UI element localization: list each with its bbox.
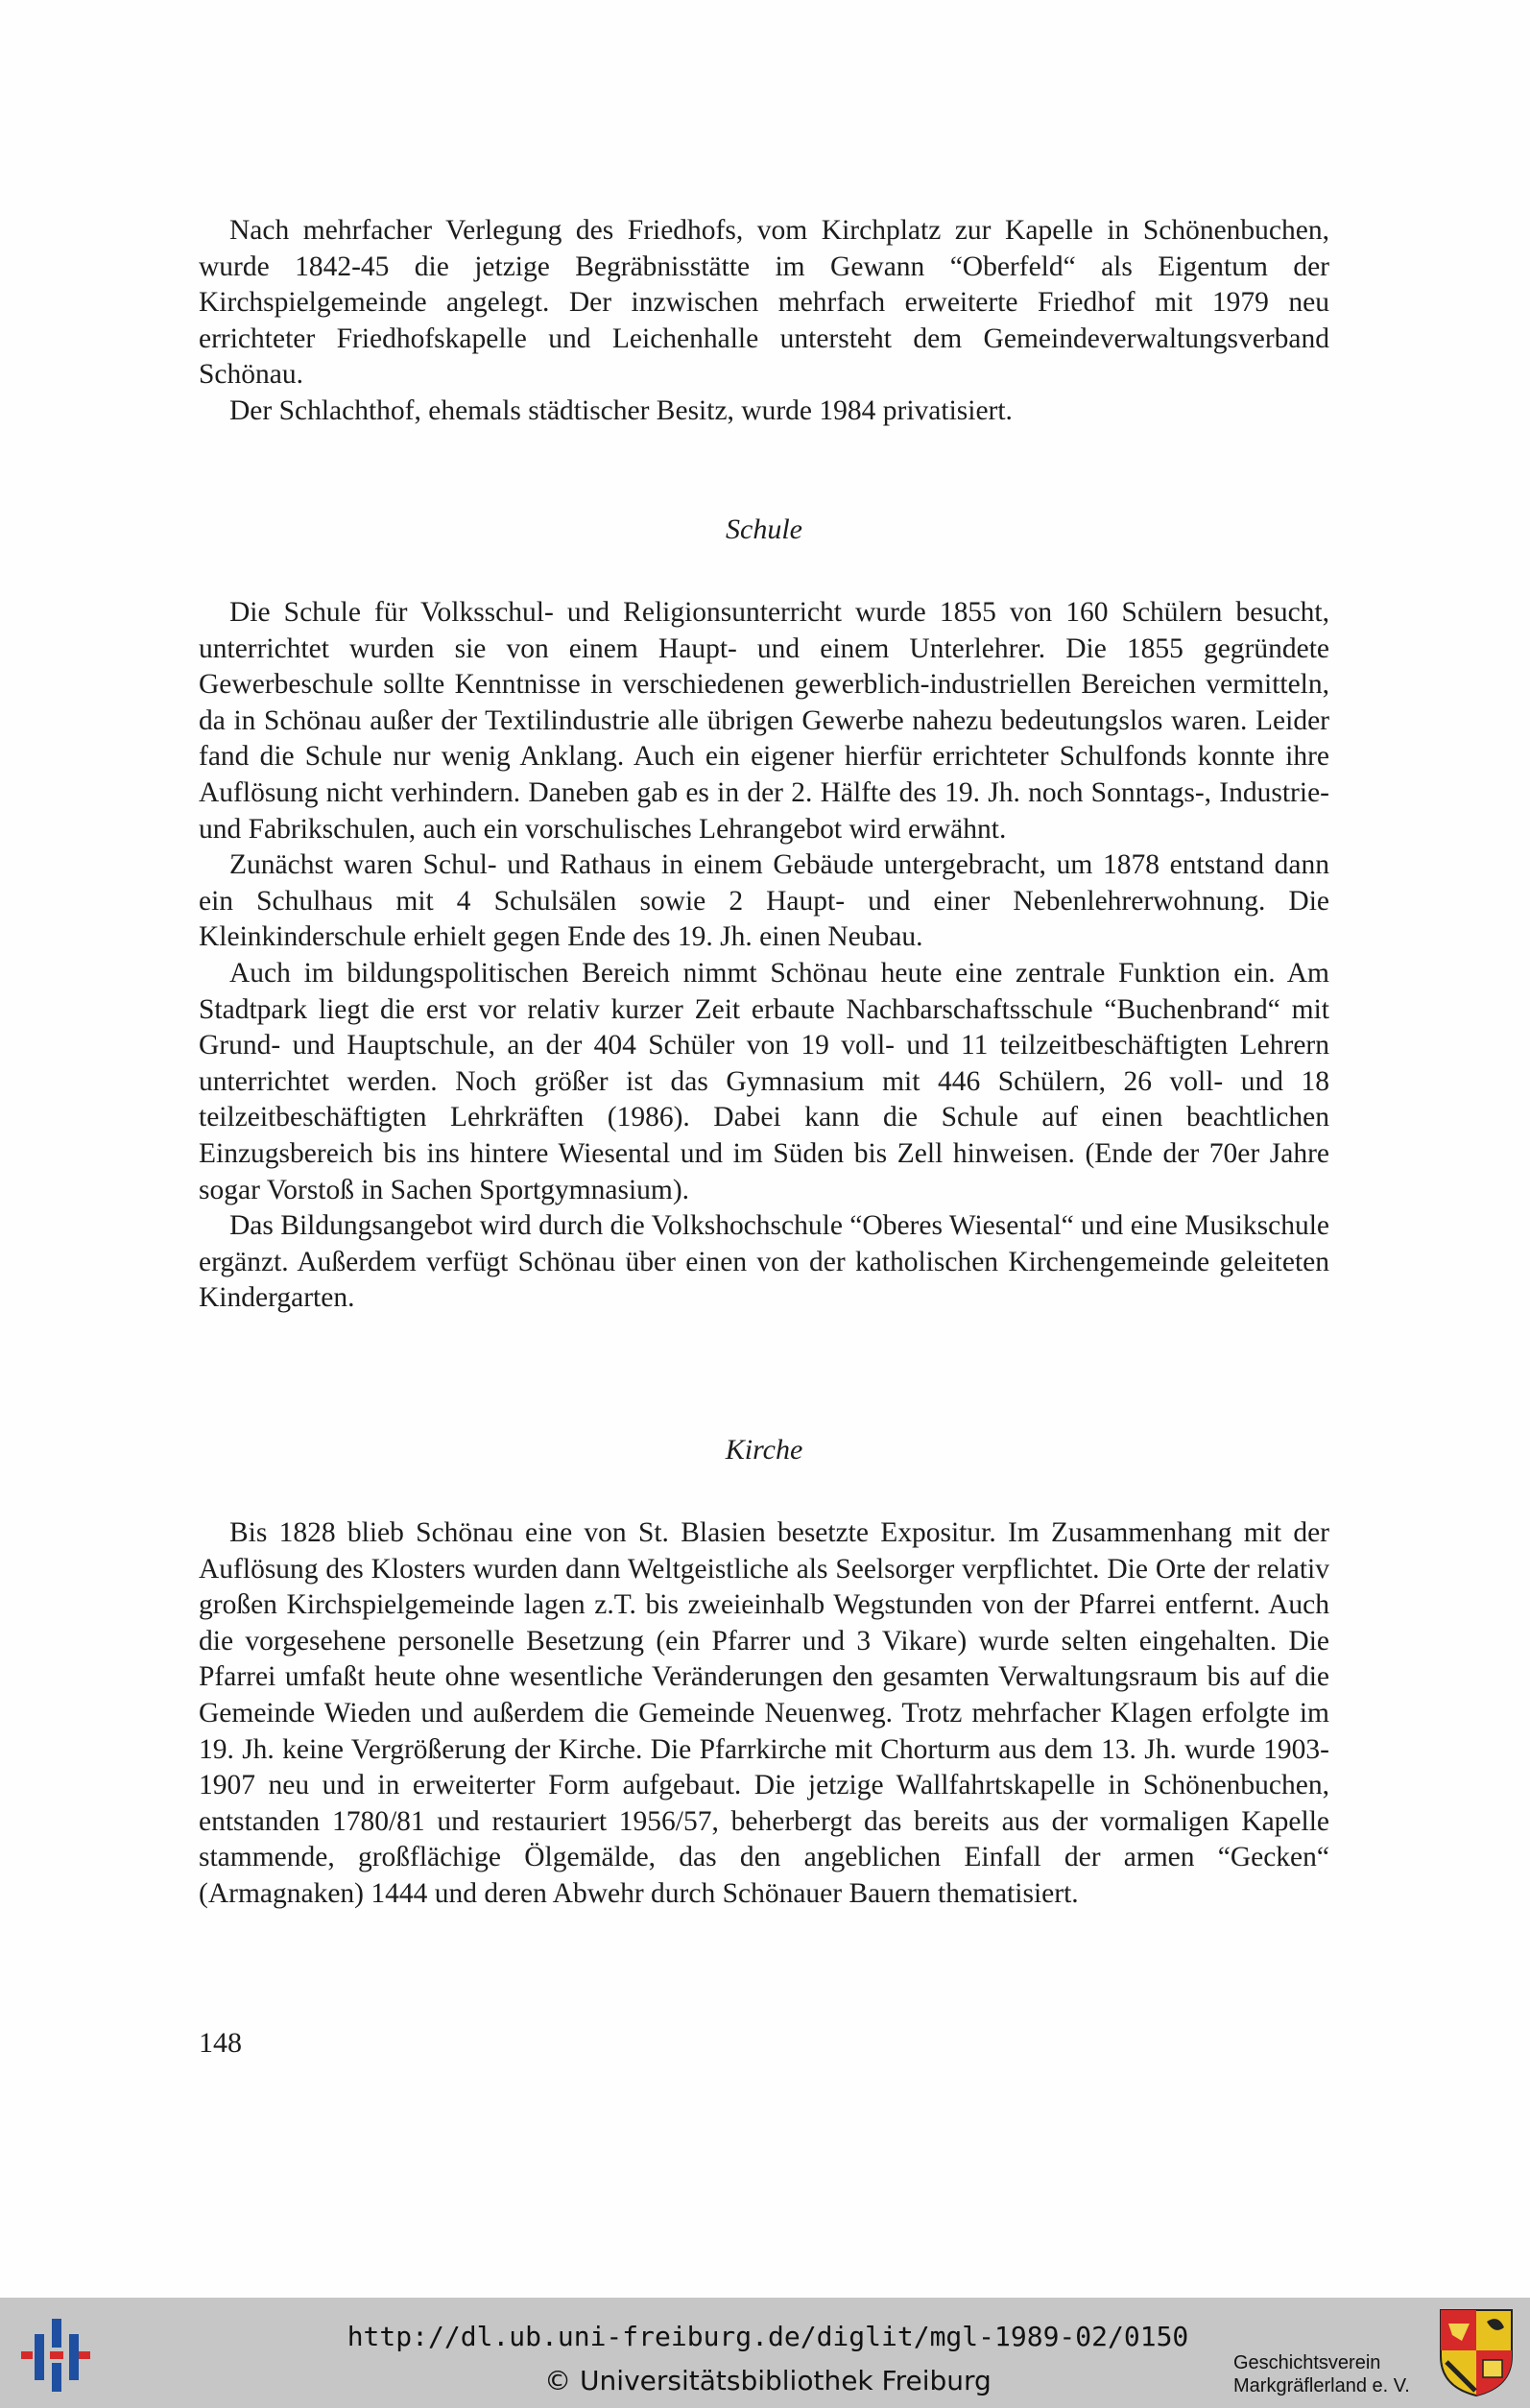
coat-of-arms-icon — [1437, 2306, 1516, 2398]
paragraph: Bis 1828 blieb Schönau eine von St. Blasien besetzte Expositur. Im Zusammenhang mit der Auflösung des Klosters wurden dann Weltgeistliche als Seelsorger verpflichtet. Die Orte der relativ großen Kirchspielgemeinde lagen z.T. bis zweieinhalb Wegstunden von der Pfarrei entfernt. Auch die vorgesehene personelle Besetzung (ein Pfarrer und 3 Vikare) wurde selten eingehalten. Die Pfarrei umfaßt heute ohne wesentliche Veränderungen den gesamten Verwaltungsraum bis auf die Gemeinde Wieden und außerdem die Gemeinde Neuenweg. Trotz mehrfacher Klagen erfolgte im 19. Jh. keine Vergrößerung der Kirche. Die Pfarrkirche mit Chorturm aus dem 13. Jh. wurde 1903-1907 neu und in erweiterter Form aufgebaut. Die jetzige Wallfahrtskapelle in Schönenbuchen, entstanden 1780/81 und restauriert 1956/57, beherbergt das bereits aus der vormaligen Kapelle stammende, großflächige Ölgemälde, das den angeblichen Einfall der armen “Gecken“ (Armagnaken) 1444 und deren Abwehr durch Schönauer Bauern thematisiert. — [199, 1517, 1329, 1909]
section-heading-kirche: Kirche — [725, 1434, 803, 1466]
intro-section — [199, 213, 1329, 430]
paragraph: Die Schule für Volksschul- und Religionsunterricht wurde 1855 von 160 Schülern besucht, unterrichtet wurden sie von einem Haupt- und einem Unterlehrer. Die 1855 gegründete Gewerbeschule sollte Kenntnisse in verschiedenen gewerblich-industriellen Bereichen vermitteln, da in Schönau außer der Textilindustrie alle übrigen Gewerbe nahezu bedeutungslos waren. Leider fand die Schule nur wenig Anklang. Auch ein eigener hierfür errichteter Schulfonds konnte ihre Auflösung nicht verhindern. Daneben gab es in der 2. Hälfte des 19. Jh. noch Sonntags-, Industrie- und Fabrikschulen, auch ein vorschulisches Lehrangebot wird erwähnt. — [199, 597, 1329, 845]
footer-copyright: © Universitätsbibliothek Freiburg — [544, 2365, 992, 2396]
schule-section — [199, 595, 1329, 1317]
section-heading-schule: Schule — [726, 513, 802, 545]
kirche-section — [199, 1515, 1329, 1913]
page-number: 148 — [199, 2027, 242, 2059]
society-line-2: Markgräflerland e. V. — [1233, 2375, 1410, 2396]
paragraph: Das Bildungsangebot wird durch die Volkshochschule “Oberes Wiesental“ und eine Musikschule ergänzt. Außerdem verfügt Schönau über einen von der katholischen Kirchengemeinde geleiteten Kindergarten. — [199, 1210, 1329, 1314]
paragraph: Auch im bildungspolitischen Bereich nimmt Schönau heute eine zentrale Funktion ein. Am Stadtpark liegt die erst vor relativ kurzer Zeit erbaute Nachbarschaftsschule “Buchenbrand“ mit Grund- und Hauptschule, an der 404 Schüler von 19 voll- und 11 teilzeitbeschäftigten Lehrern unterrichtet werden. Noch größer ist das Gymnasium mit 446 Schülern, 26 voll- und 18 teilzeitbeschäftigten Lehrkräften (1986). Dabei kann die Schule auf einen beachtlichen Einzugsbereich bis ins hintere Wiesental und im Süden bis Zell hinweisen. (Ende der 70er Jahre sogar Vorstoß in Sachen Sportgymnasium). — [199, 957, 1329, 1205]
ub-freiburg-logo-icon — [19, 2313, 96, 2396]
footer-url-link[interactable]: http://dl.ub.uni-freiburg.de/diglit/mgl-1989-02/0150 — [347, 2321, 1189, 2352]
paragraph: Nach mehrfacher Verlegung des Friedhofs, vom Kirchplatz zur Kapelle in Schönenbuchen, wurde 1842-45 die jetzige Begräbnisstätte im Gewann “Oberfeld“ als Eigentum der Kirchspielgemeinde angelegt. Der inzwischen mehrfach erweiterte Friedhof mit 1979 neu errichteter Friedhofskapelle und Leichenhalle untersteht dem Gemeindeverwaltungsverband Schönau. — [199, 215, 1329, 391]
society-line-1: Geschichtsverein — [1233, 2352, 1381, 2373]
society-name — [1233, 2351, 1425, 2397]
paragraph: Der Schlachthof, ehemals städtischer Besitz, wurde 1984 privatisiert. — [229, 394, 1013, 426]
paragraph: Zunächst waren Schul- und Rathaus in einem Gebäude untergebracht, um 1878 entstand dann ein Schulhaus mit 4 Schulsälen sowie 2 Haupt- und einer Nebenlehrerwohnung. Die Kleinkinderschule erhielt gegen Ende des 19. Jh. einen Neubau. — [199, 849, 1329, 953]
